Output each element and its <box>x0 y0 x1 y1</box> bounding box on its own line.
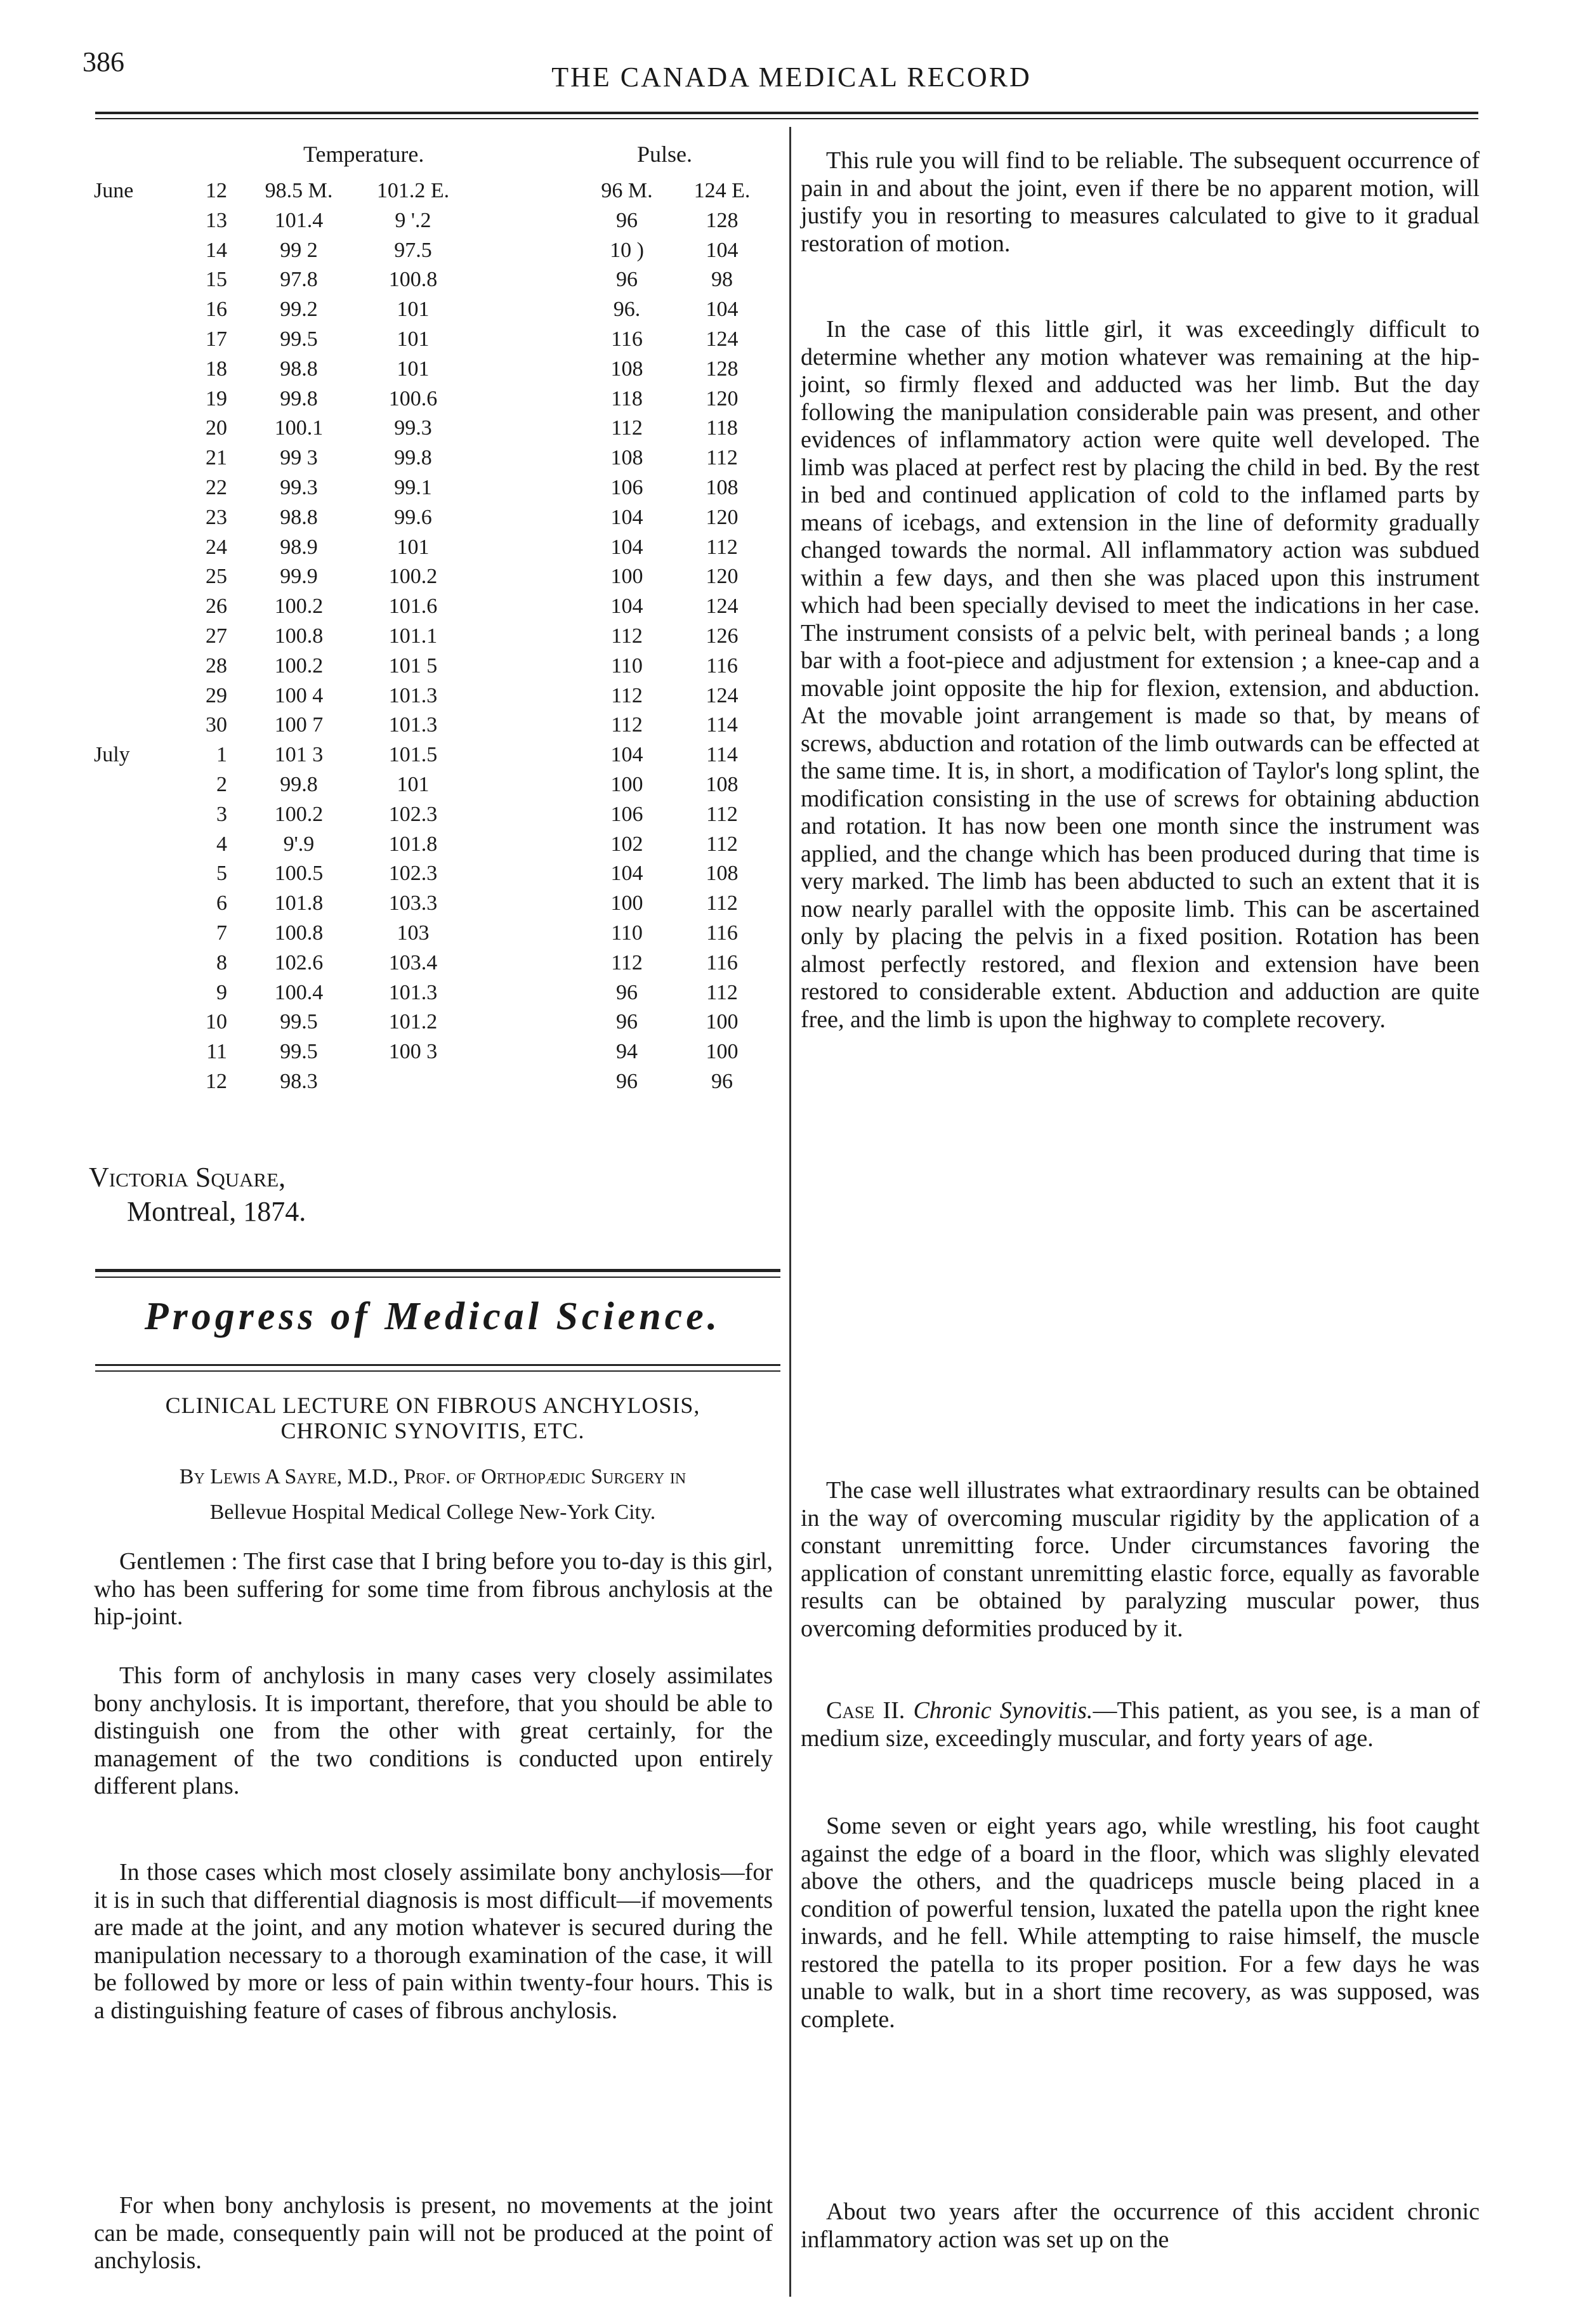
pulse-morning-cell: 112 <box>611 950 643 975</box>
pulse-morning-cell: 106 <box>610 476 643 499</box>
table-row <box>94 1010 772 1039</box>
table-row <box>94 743 772 772</box>
pulse-evening-cell: 96 <box>711 1070 733 1093</box>
signoff-city-year: Montreal, 1874. <box>127 1196 306 1227</box>
page-number: 386 <box>82 46 124 77</box>
pulse-evening-cell: 104 <box>706 238 739 262</box>
temp-morning-cell: 100 7 <box>274 713 324 737</box>
right-paragraph-2: In the case of this little girl, it was exceedingly difficult to determine whether any motion whatever was remaining at the hip-joint, so firmly flexed and adducted was her limb. But the day following the manipulation considerable pain was present, and other evidences of inflammatory action were quite well developed. The limb was placed at perfect rest by placing the child in bed. By the rest in bed and continued application of cold to the inflamed parts by means of icebags, and extension in the line of deformity gradually changed towards the normal. All inflammatory action was subdued within a few days, and then she was placed upon this instrument which had been specially devised to meet the indications in her case. The instrument consists of a pelvic belt, with perineal bands ; a long bar with a foot-piece and adjustment for extension ; a knee-cap and a movable joint opposite the hip for flexion, extension, and abduction. At the movable joint arrangement is made so that, by means of screws, abduction and rotation of the limb outwards can be effected at the same time. It is, in short, a modification of Taylor's long splint, the modification consisting in the use of screws for obtaining abduction and rotation. It has now been one month since the instrument was applied, and the change which has been produced during that time is very marked. The limb has been abducted to such an extent that it is now nearly parallel with the opposite limb. This can be ascertained only by placing the pelvis in a fixed position. Rotation has been almost perfectly restored, and flexion and extension have been restored to considerable extent. Abduction and adduction are quite free, and the limb is upon the highway to complete recovery. <box>801 316 1480 1033</box>
day-cell: 13 <box>206 208 227 232</box>
temp-evening-cell: 101.2 E. <box>376 179 450 202</box>
day-cell: 14 <box>206 238 227 262</box>
pulse-evening-cell: 100 <box>706 1010 739 1034</box>
day-cell: 4 <box>216 832 227 856</box>
pulse-morning-cell: 104 <box>610 743 643 767</box>
pulse-morning-cell: 118 <box>611 386 643 410</box>
pulse-evening-cell: 108 <box>706 476 739 499</box>
table-row <box>94 951 772 980</box>
day-cell: 25 <box>206 565 227 589</box>
table-row <box>94 832 772 862</box>
temp-evening-cell: 102.3 <box>388 862 438 886</box>
temp-morning-cell: 99.8 <box>280 773 318 796</box>
temp-evening-cell: 101.8 <box>388 832 438 856</box>
temp-morning-cell: 101.4 <box>274 208 324 232</box>
pulse-morning-cell: 110 <box>611 653 643 678</box>
pulse-morning-cell: 110 <box>611 921 643 945</box>
section-rule-top2 <box>95 1277 780 1278</box>
pulse-evening-cell: 112 <box>706 446 738 470</box>
day-cell: 12 <box>206 179 227 202</box>
pulse-evening-cell: 112 <box>706 891 738 916</box>
temp-evening-cell: 103.3 <box>388 891 438 916</box>
temp-evening-cell: 101 <box>397 327 430 351</box>
day-cell: 9 <box>216 980 227 1004</box>
pulse-morning-cell: 112 <box>611 624 643 648</box>
pulse-evening-cell: 120 <box>706 565 739 589</box>
section-rule-top <box>95 1269 780 1272</box>
section-title: Progress of Medical Science. <box>144 1295 721 1338</box>
temp-morning-cell: 100.2 <box>274 653 324 678</box>
day-cell: 19 <box>206 386 227 410</box>
right-paragraph-3: The case well illustrates what extraordinary results can be obtained in the way of overcoming muscular rigidity by the application of a constant unremitting force. Under circumstances favoring the application of constant unremitting elastic force, equally as favorable results can be obtained by paralyzing muscular power, thus overcoming deformities produced by it. <box>801 1477 1480 1642</box>
table-row <box>94 387 772 416</box>
temp-morning-cell: 98.9 <box>280 535 318 559</box>
pulse-evening-cell: 112 <box>706 535 738 559</box>
temp-morning-cell: 101.8 <box>274 891 324 916</box>
pulse-morning-cell: 104 <box>610 535 643 559</box>
table-row <box>94 446 772 475</box>
table-row <box>94 891 772 921</box>
pulse-evening-cell: 104 <box>706 298 739 322</box>
header-rule-top <box>95 112 1478 114</box>
temp-evening-cell: 101.3 <box>388 980 438 1004</box>
temp-morning-cell: 100 4 <box>274 683 324 707</box>
right-paragraph-4: Some seven or eight years ago, while wrestling, his foot caught against the edge of a board in the floor, which was slighly elevated above the others, and the quadriceps muscle being placed in a condition of powerful tension, luxated the patella upon the right knee inwards, and he fell. While attempting to raise himself, the muscle restored the patella to its proper position. For a few days he was unable to walk, but in a short time recovery, as was supposed, was complete. <box>801 1813 1480 2033</box>
pulse-morning-cell: 94 <box>616 1040 638 1064</box>
left-paragraph-2: This form of anchylosis in many cases very closely assimilates bony anchylosis. It is important, therefore, that you should be able to distinguish one from the other with great certainly, for the management of the two conditions is conducted upon entirely different plans. <box>94 1662 773 1799</box>
section-rule-bottom2 <box>95 1370 780 1372</box>
temp-morning-cell: 98.3 <box>280 1070 318 1093</box>
table-row <box>94 684 772 713</box>
temp-evening-cell: 101.3 <box>388 683 438 707</box>
case-2-lead: Case II. <box>826 1697 905 1724</box>
day-cell: 23 <box>206 505 227 529</box>
table-row <box>94 535 772 565</box>
day-cell: 7 <box>216 921 227 945</box>
day-cell: 29 <box>206 683 227 707</box>
day-cell: 28 <box>206 653 227 678</box>
table-row <box>94 357 772 386</box>
byline-line1: By Lewis A Sayre, M.D., Prof. of Orthopædic Surgery in <box>179 1465 686 1488</box>
day-cell: 15 <box>206 268 227 292</box>
temp-morning-cell: 98.8 <box>280 505 318 529</box>
table-row <box>94 1040 772 1069</box>
temp-evening-cell: 100.6 <box>388 386 438 410</box>
pulse-morning-cell: 100 <box>610 565 643 589</box>
temp-evening-cell: 99.6 <box>394 505 432 529</box>
pulse-evening-cell: 124 E. <box>693 179 751 202</box>
table-row <box>94 179 772 208</box>
month-cell: June <box>94 179 134 202</box>
pulse-evening-cell: 98 <box>711 268 733 292</box>
pulse-morning-cell: 10 ) <box>610 238 644 262</box>
pulse-evening-cell: 100 <box>706 1040 739 1064</box>
pulse-header: Pulse. <box>637 141 693 167</box>
pulse-evening-cell: 116 <box>706 653 738 678</box>
temp-morning-cell: 99 2 <box>280 238 318 262</box>
day-cell: 2 <box>216 773 227 796</box>
day-cell: 22 <box>206 476 227 499</box>
day-cell: 1 <box>216 743 227 767</box>
pulse-morning-cell: 96 <box>616 1070 638 1093</box>
pulse-morning-cell: 108 <box>610 357 643 381</box>
pulse-evening-cell: 114 <box>706 713 738 737</box>
temp-evening-cell: 99.8 <box>394 446 432 470</box>
temp-evening-cell: 101 5 <box>388 653 438 678</box>
pulse-morning-cell: 96. <box>613 298 641 322</box>
day-cell: 5 <box>216 862 227 886</box>
table-row <box>94 239 772 268</box>
right-paragraph-1: This rule you will find to be reliable. The subsequent occurrence of pain in and about the joint, even if there be no apparent motion, will justify you in resorting to measures calculated to give to it gradual restoration of motion. <box>801 147 1480 257</box>
section-rule-bottom <box>95 1364 780 1366</box>
pulse-morning-cell: 96 M. <box>601 179 653 202</box>
temp-morning-cell: 9'.9 <box>283 832 315 856</box>
temp-morning-cell: 100.2 <box>274 594 324 619</box>
day-cell: 11 <box>206 1040 227 1064</box>
temp-evening-cell: 103 <box>397 921 430 945</box>
lecture-byline <box>94 1459 772 1530</box>
table-row <box>94 1070 772 1099</box>
temp-morning-cell: 100.8 <box>274 624 324 648</box>
pulse-morning-cell: 108 <box>610 446 643 470</box>
temp-evening-cell: 101 <box>397 298 430 322</box>
temp-evening-cell: 102.3 <box>388 802 438 826</box>
pulse-evening-cell: 112 <box>706 832 738 856</box>
lecture-title-line2: CHRONIC SYNOVITIS, ETC. <box>280 1418 585 1443</box>
temp-morning-cell: 100.4 <box>274 980 324 1004</box>
case-2-text: —This patient, as you see, is a man of medium size, exceedingly muscular, and forty years of age. <box>801 1697 1480 1752</box>
temp-morning-cell: 100.2 <box>274 802 324 826</box>
table-row <box>94 506 772 535</box>
temp-morning-cell: 102.6 <box>274 950 324 975</box>
pulse-morning-cell: 96 <box>616 1010 638 1034</box>
pulse-evening-cell: 126 <box>706 624 739 648</box>
temp-morning-cell: 99.2 <box>280 298 318 322</box>
running-title: THE CANADA MEDICAL RECORD <box>551 62 1032 93</box>
temp-morning-cell: 99.5 <box>280 1040 318 1064</box>
temp-evening-cell: 101.5 <box>388 743 438 767</box>
table-row <box>94 773 772 802</box>
pulse-evening-cell: 128 <box>706 208 739 232</box>
temp-morning-cell: 99 3 <box>280 446 318 470</box>
pulse-evening-cell: 120 <box>706 505 739 529</box>
pulse-morning-cell: 104 <box>610 505 643 529</box>
pulse-evening-cell: 124 <box>706 327 739 351</box>
column-divider <box>789 127 791 2297</box>
day-cell: 3 <box>216 802 227 826</box>
pulse-evening-cell: 124 <box>706 683 739 707</box>
temp-evening-cell: 101.3 <box>388 713 438 737</box>
pulse-morning-cell: 102 <box>610 832 643 856</box>
right-paragraph-5: About two years after the occurrence of this accident chronic inflammatory action was set up on the <box>801 2198 1480 2253</box>
table-row <box>94 981 772 1010</box>
table-row <box>94 209 772 238</box>
pulse-evening-cell: 128 <box>706 357 739 381</box>
byline-line2: Bellevue Hospital Medical College New-York City. <box>209 1500 656 1524</box>
temp-morning-cell: 100.1 <box>274 416 324 440</box>
pulse-morning-cell: 100 <box>610 773 643 796</box>
temp-evening-cell: 101 <box>397 773 430 796</box>
pulse-morning-cell: 104 <box>610 862 643 886</box>
pulse-morning-cell: 112 <box>611 683 643 707</box>
day-cell: 12 <box>206 1070 227 1093</box>
case-2-title: Chronic Synovitis. <box>913 1697 1093 1724</box>
day-cell: 20 <box>206 416 227 440</box>
day-cell: 17 <box>206 327 227 351</box>
pulse-evening-cell: 108 <box>706 773 739 796</box>
pulse-evening-cell: 118 <box>706 416 738 440</box>
temp-morning-cell: 101 3 <box>274 743 324 767</box>
pulse-evening-cell: 116 <box>706 950 738 975</box>
pulse-evening-cell: 124 <box>706 594 739 619</box>
temp-evening-cell: 99.3 <box>394 416 432 440</box>
table-row <box>94 565 772 594</box>
table-row <box>94 476 772 505</box>
table-row <box>94 654 772 683</box>
day-cell: 30 <box>206 713 227 737</box>
pulse-evening-cell: 114 <box>706 743 738 767</box>
pulse-evening-cell: 108 <box>706 862 739 886</box>
pulse-morning-cell: 96 <box>616 208 638 232</box>
pulse-evening-cell: 120 <box>706 386 739 410</box>
month-cell: July <box>94 743 130 767</box>
pulse-morning-cell: 104 <box>610 594 643 619</box>
temp-evening-cell: 99.1 <box>394 476 432 499</box>
temp-evening-cell: 100.2 <box>388 565 438 589</box>
temp-morning-cell: 100.5 <box>274 862 324 886</box>
left-paragraph-4: For when bony anchylosis is present, no movements at the joint can be made, consequently pain will not be produced at the point of anchylosis. <box>94 2192 773 2274</box>
lecture-title <box>94 1393 772 1443</box>
day-cell: 24 <box>206 535 227 559</box>
signoff-place: Victoria Square, <box>89 1162 286 1193</box>
left-paragraph-1: Gentlemen : The first case that I bring before you to-day is this girl, who has been suffering for some time from fibrous anchylosis at the hip-joint. <box>94 1548 773 1630</box>
table-row <box>94 594 772 624</box>
table-row <box>94 921 772 950</box>
pulse-evening-cell: 116 <box>706 921 738 945</box>
temp-morning-cell: 99.3 <box>280 476 318 499</box>
pulse-morning-cell: 106 <box>610 802 643 826</box>
table-row <box>94 624 772 653</box>
table-row <box>94 862 772 891</box>
temp-evening-cell: 101.6 <box>388 594 438 619</box>
temp-morning-cell: 99.5 <box>280 327 318 351</box>
temperature-header: Temperature. <box>303 141 424 167</box>
lecture-title-line1: CLINICAL LECTURE ON FIBROUS ANCHYLOSIS, <box>165 1393 700 1418</box>
day-cell: 27 <box>206 624 227 648</box>
temp-evening-cell: 97.5 <box>394 238 432 262</box>
temp-morning-cell: 100.8 <box>274 921 324 945</box>
pulse-morning-cell: 112 <box>611 416 643 440</box>
temp-morning-cell: 99.5 <box>280 1010 318 1034</box>
case-2-paragraph <box>801 1697 1480 1752</box>
table-row <box>94 713 772 742</box>
temp-morning-cell: 99.8 <box>280 386 318 410</box>
table-row <box>94 327 772 357</box>
left-paragraph-3: In those cases which most closely assimilate bony anchylosis—for it is in such that differential diagnosis is most difficult—if movements are made at the joint, and any motion whatever is secured during the manipulation necessary to a thorough examination of the case, it will be followed by more or less of pain within twenty-four hours. This is a distinguishing feature of cases of fibrous anchylosis. <box>94 1859 773 2024</box>
temp-morning-cell: 98.5 M. <box>265 179 333 202</box>
day-cell: 8 <box>216 950 227 975</box>
pulse-morning-cell: 116 <box>611 327 643 351</box>
table-row <box>94 298 772 327</box>
temp-evening-cell: 100.8 <box>388 268 438 292</box>
temp-evening-cell: 101 <box>397 535 430 559</box>
pulse-evening-cell: 112 <box>706 980 738 1004</box>
day-cell: 21 <box>206 446 227 470</box>
day-cell: 6 <box>216 891 227 916</box>
temp-evening-cell: 101.1 <box>388 624 438 648</box>
header-rule-bottom <box>95 118 1478 119</box>
temp-evening-cell: 103.4 <box>388 950 438 975</box>
table-row <box>94 268 772 297</box>
temp-evening-cell: 101.2 <box>388 1010 438 1034</box>
temp-morning-cell: 99.9 <box>280 565 318 589</box>
pulse-evening-cell: 112 <box>706 802 738 826</box>
day-cell: 26 <box>206 594 227 619</box>
pulse-morning-cell: 100 <box>610 891 643 916</box>
pulse-morning-cell: 96 <box>616 268 638 292</box>
temp-evening-cell: 9 '.2 <box>395 208 431 232</box>
temp-evening-cell: 101 <box>397 357 430 381</box>
day-cell: 10 <box>206 1010 227 1034</box>
table-row <box>94 803 772 832</box>
day-cell: 16 <box>206 298 227 322</box>
table-row <box>94 416 772 445</box>
temp-evening-cell: 100 3 <box>388 1040 438 1064</box>
pulse-morning-cell: 112 <box>611 713 643 737</box>
temp-morning-cell: 97.8 <box>280 268 318 292</box>
temp-morning-cell: 98.8 <box>280 357 318 381</box>
pulse-morning-cell: 96 <box>616 980 638 1004</box>
day-cell: 18 <box>206 357 227 381</box>
